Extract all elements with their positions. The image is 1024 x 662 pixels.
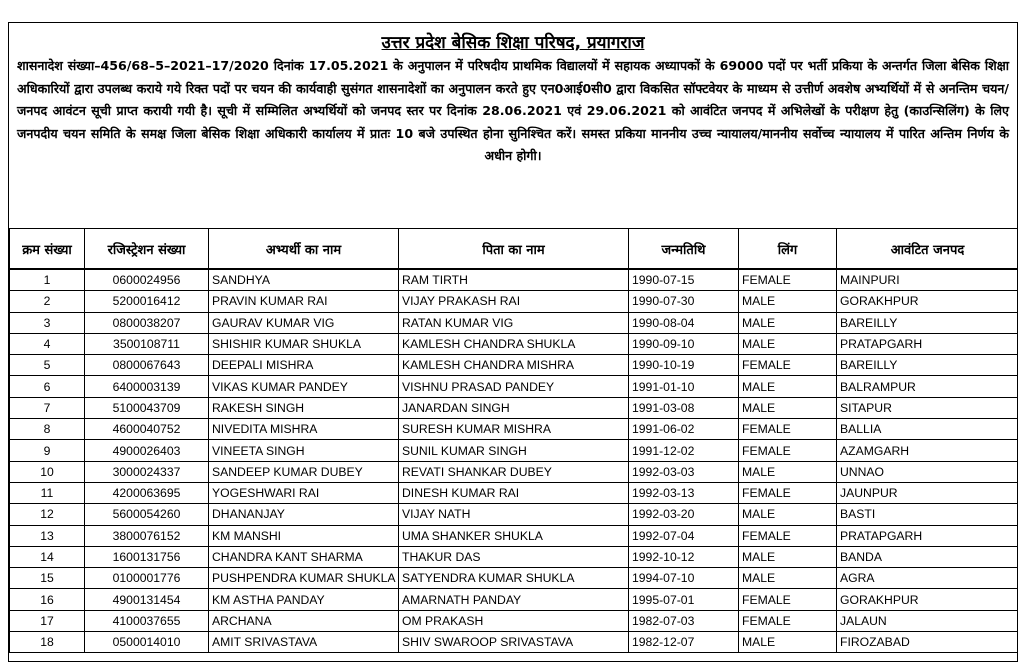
district-cell: JAUNPUR xyxy=(837,482,1019,503)
table-row xyxy=(10,546,1019,567)
district-cell: MAINPURI xyxy=(837,269,1019,291)
dob-cell: 1991-06-02 xyxy=(629,419,739,440)
gender-cell: FEMALE xyxy=(739,589,837,610)
district-cell: BALLIA xyxy=(837,419,1019,440)
serial-cell: 7 xyxy=(10,397,85,418)
serial-cell: 16 xyxy=(10,589,85,610)
table-header-row xyxy=(10,229,1019,270)
dob-cell: 1995-07-01 xyxy=(629,589,739,610)
father-name-cell: THAKUR DAS xyxy=(399,546,629,567)
serial-cell: 10 xyxy=(10,461,85,482)
dob-cell: 1991-12-02 xyxy=(629,440,739,461)
father-name-cell: UMA SHANKER SHUKLA xyxy=(399,525,629,546)
dob-cell: 1982-07-03 xyxy=(629,610,739,631)
candidate-name-cell: RAKESH SINGH xyxy=(209,397,399,418)
dob-cell: 1994-07-10 xyxy=(629,568,739,589)
candidate-name-cell: ARCHANA xyxy=(209,610,399,631)
father-name-cell: OM PRAKASH xyxy=(399,610,629,631)
notice-body: शासनादेश संख्या–456/68–5–2021–17/2020 दिनांक 17.05.2021 के अनुपालन में परिषदीय प्राथमिक विद्यालयों में सहायक अध्यापकों के 69000 पदों पर भर्ती प्रकिया के अन्तर्गत जिला बेसिक शिक्षा अधिकारियों द्वारा उपलब्ध कराये गये रिक्त पदों पर चयन की कार्यवाही सुसंगत शासनादेशों का अनुपालन करते हुए एन0आई0सी0 द्वारा विकसित सॉफ्टवेयर के माध्यम से उत्तीर्ण अवशेष अभ्यर्थियों में से अनन्तिम चयन/जनपद आवंटन सूची प्राप्त करायी गयी है। सूची में सम्मिलित अभ्यर्थियों को जनपद स्तर पर दिनांक 28.06.2021 एवं 29.06.2021 को आवंटित जनपद में अभिलेखों के परीक्षण हेतु (काउन्सिलिंग) के लिए जनपदीय चयन समिति के समक्ष जिला बेसिक शिक्षा अधिकारी कार्यालय में प्रातः 10 बजे उपस्थित होना सुनिश्चित करें। समस्त प्रकिया माननीय उच्च न्यायालय/माननीय सर्वोच्च न्यायालय में पारित अन्तिम निर्णय के अधीन होगी। xyxy=(17,58,1009,163)
gender-cell: FEMALE xyxy=(739,269,837,291)
table-row xyxy=(10,632,1019,653)
registration-cell: 3500108711 xyxy=(85,333,209,354)
registration-cell: 5100043709 xyxy=(85,397,209,418)
registration-cell: 4900026403 xyxy=(85,440,209,461)
registration-cell: 0600024956 xyxy=(85,269,209,291)
candidate-name-cell: VINEETA SINGH xyxy=(209,440,399,461)
district-cell: BAREILLY xyxy=(837,355,1019,376)
candidate-name-cell: YOGESHWARI RAI xyxy=(209,482,399,503)
district-cell: GORAKHPUR xyxy=(837,589,1019,610)
gender-cell: MALE xyxy=(739,504,837,525)
column-header-father-name: पिता का नाम xyxy=(399,229,629,270)
gender-cell: FEMALE xyxy=(739,419,837,440)
gender-cell: MALE xyxy=(739,333,837,354)
registration-cell: 0500014010 xyxy=(85,632,209,653)
candidate-name-cell: PUSHPENDRA KUMAR SHUKLA xyxy=(209,568,399,589)
father-name-cell: SHIV SWAROOP SRIVASTAVA xyxy=(399,632,629,653)
dob-cell: 1992-10-12 xyxy=(629,546,739,567)
candidate-table xyxy=(9,228,1018,653)
registration-cell: 6400003139 xyxy=(85,376,209,397)
dob-cell: 1990-07-15 xyxy=(629,269,739,291)
gender-cell: FEMALE xyxy=(739,355,837,376)
serial-cell: 2 xyxy=(10,291,85,312)
table-row xyxy=(10,419,1019,440)
table-row xyxy=(10,291,1019,312)
candidate-name-cell: KM ASTHA PANDAY xyxy=(209,589,399,610)
candidate-name-cell: NIVEDITA MISHRA xyxy=(209,419,399,440)
table-row xyxy=(10,504,1019,525)
table-row xyxy=(10,461,1019,482)
district-cell: BAREILLY xyxy=(837,312,1019,333)
father-name-cell: JANARDAN SINGH xyxy=(399,397,629,418)
district-cell: PRATAPGARH xyxy=(837,525,1019,546)
serial-cell: 1 xyxy=(10,269,85,291)
candidate-name-cell: VIKAS KUMAR PANDEY xyxy=(209,376,399,397)
registration-cell: 4600040752 xyxy=(85,419,209,440)
registration-cell: 4100037655 xyxy=(85,610,209,631)
table-row xyxy=(10,269,1019,291)
gender-cell: MALE xyxy=(739,568,837,589)
district-cell: FIROZABAD xyxy=(837,632,1019,653)
dob-cell: 1990-10-19 xyxy=(629,355,739,376)
serial-cell: 11 xyxy=(10,482,85,503)
column-header-registration: रजिस्ट्रेशन संख्या xyxy=(85,229,209,270)
table-row xyxy=(10,568,1019,589)
father-name-cell: RAM TIRTH xyxy=(399,269,629,291)
father-name-cell: VIJAY PRAKASH RAI xyxy=(399,291,629,312)
registration-cell: 5600054260 xyxy=(85,504,209,525)
column-header-gender: लिंग xyxy=(739,229,837,270)
serial-cell: 13 xyxy=(10,525,85,546)
serial-cell: 8 xyxy=(10,419,85,440)
serial-cell: 6 xyxy=(10,376,85,397)
table-row xyxy=(10,589,1019,610)
candidate-name-cell: PRAVIN KUMAR RAI xyxy=(209,291,399,312)
candidate-name-cell: CHANDRA KANT SHARMA xyxy=(209,546,399,567)
father-name-cell: REVATI SHANKAR DUBEY xyxy=(399,461,629,482)
father-name-cell: SURESH KUMAR MISHRA xyxy=(399,419,629,440)
registration-cell: 0800067643 xyxy=(85,355,209,376)
district-cell: SITAPUR xyxy=(837,397,1019,418)
page-title: उत्तर प्रदेश बेसिक शिक्षा परिषद, प्रयागराज xyxy=(381,33,645,53)
district-cell: PRATAPGARH xyxy=(837,333,1019,354)
registration-cell: 4900131454 xyxy=(85,589,209,610)
district-cell: BANDA xyxy=(837,546,1019,567)
gender-cell: MALE xyxy=(739,546,837,567)
registration-cell: 0800038207 xyxy=(85,312,209,333)
father-name-cell: RATAN KUMAR VIG xyxy=(399,312,629,333)
father-name-cell: KAMLESH CHANDRA MISHRA xyxy=(399,355,629,376)
father-name-cell: VIJAY NATH xyxy=(399,504,629,525)
father-name-cell: AMARNATH PANDAY xyxy=(399,589,629,610)
district-cell: BALRAMPUR xyxy=(837,376,1019,397)
registration-cell: 3000024337 xyxy=(85,461,209,482)
dob-cell: 1990-07-30 xyxy=(629,291,739,312)
table-row xyxy=(10,610,1019,631)
table-row xyxy=(10,312,1019,333)
candidate-name-cell: SANDEEP KUMAR DUBEY xyxy=(209,461,399,482)
table-row xyxy=(10,525,1019,546)
district-cell: AZAMGARH xyxy=(837,440,1019,461)
district-cell: JALAUN xyxy=(837,610,1019,631)
dob-cell: 1990-09-10 xyxy=(629,333,739,354)
dob-cell: 1990-08-04 xyxy=(629,312,739,333)
dob-cell: 1991-01-10 xyxy=(629,376,739,397)
serial-cell: 14 xyxy=(10,546,85,567)
table-row xyxy=(10,355,1019,376)
district-cell: GORAKHPUR xyxy=(837,291,1019,312)
column-header-district: आवंटित जनपद xyxy=(837,229,1019,270)
candidate-name-cell: SANDHYA xyxy=(209,269,399,291)
serial-cell: 18 xyxy=(10,632,85,653)
father-name-cell: DINESH KUMAR RAI xyxy=(399,482,629,503)
father-name-cell: SATYENDRA KUMAR SHUKLA xyxy=(399,568,629,589)
gender-cell: FEMALE xyxy=(739,525,837,546)
candidate-name-cell: AMIT SRIVASTAVA xyxy=(209,632,399,653)
column-header-serial: क्रम संख्या xyxy=(10,229,85,270)
registration-cell: 1600131756 xyxy=(85,546,209,567)
registration-cell: 5200016412 xyxy=(85,291,209,312)
registration-cell: 0100001776 xyxy=(85,568,209,589)
serial-cell: 4 xyxy=(10,333,85,354)
dob-cell: 1992-03-20 xyxy=(629,504,739,525)
document-sheet xyxy=(8,22,1018,662)
table-row xyxy=(10,482,1019,503)
dob-cell: 1991-03-08 xyxy=(629,397,739,418)
serial-cell: 15 xyxy=(10,568,85,589)
candidate-name-cell: SHISHIR KUMAR SHUKLA xyxy=(209,333,399,354)
notice-section xyxy=(9,31,1017,236)
district-cell: AGRA xyxy=(837,568,1019,589)
column-header-candidate-name: अभ्यर्थी का नाम xyxy=(209,229,399,270)
gender-cell: MALE xyxy=(739,397,837,418)
registration-cell: 4200063695 xyxy=(85,482,209,503)
candidate-name-cell: GAURAV KUMAR VIG xyxy=(209,312,399,333)
serial-cell: 3 xyxy=(10,312,85,333)
gender-cell: MALE xyxy=(739,312,837,333)
candidate-name-cell: KM MANSHI xyxy=(209,525,399,546)
district-cell: BASTI xyxy=(837,504,1019,525)
gender-cell: MALE xyxy=(739,291,837,312)
gender-cell: MALE xyxy=(739,632,837,653)
father-name-cell: VISHNU PRASAD PANDEY xyxy=(399,376,629,397)
father-name-cell: SUNIL KUMAR SINGH xyxy=(399,440,629,461)
dob-cell: 1992-03-03 xyxy=(629,461,739,482)
gender-cell: MALE xyxy=(739,461,837,482)
dob-cell: 1992-03-13 xyxy=(629,482,739,503)
serial-cell: 9 xyxy=(10,440,85,461)
serial-cell: 12 xyxy=(10,504,85,525)
table-row xyxy=(10,440,1019,461)
candidate-name-cell: DEEPALI MISHRA xyxy=(209,355,399,376)
father-name-cell: KAMLESH CHANDRA SHUKLA xyxy=(399,333,629,354)
column-header-dob: जन्मतिथि xyxy=(629,229,739,270)
dob-cell: 1982-12-07 xyxy=(629,632,739,653)
gender-cell: FEMALE xyxy=(739,610,837,631)
table-row xyxy=(10,333,1019,354)
gender-cell: FEMALE xyxy=(739,440,837,461)
gender-cell: FEMALE xyxy=(739,482,837,503)
gender-cell: MALE xyxy=(739,376,837,397)
registration-cell: 3800076152 xyxy=(85,525,209,546)
table-row xyxy=(10,376,1019,397)
dob-cell: 1992-07-04 xyxy=(629,525,739,546)
serial-cell: 5 xyxy=(10,355,85,376)
table-row xyxy=(10,397,1019,418)
candidate-name-cell: DHANANJAY xyxy=(209,504,399,525)
district-cell: UNNAO xyxy=(837,461,1019,482)
serial-cell: 17 xyxy=(10,610,85,631)
